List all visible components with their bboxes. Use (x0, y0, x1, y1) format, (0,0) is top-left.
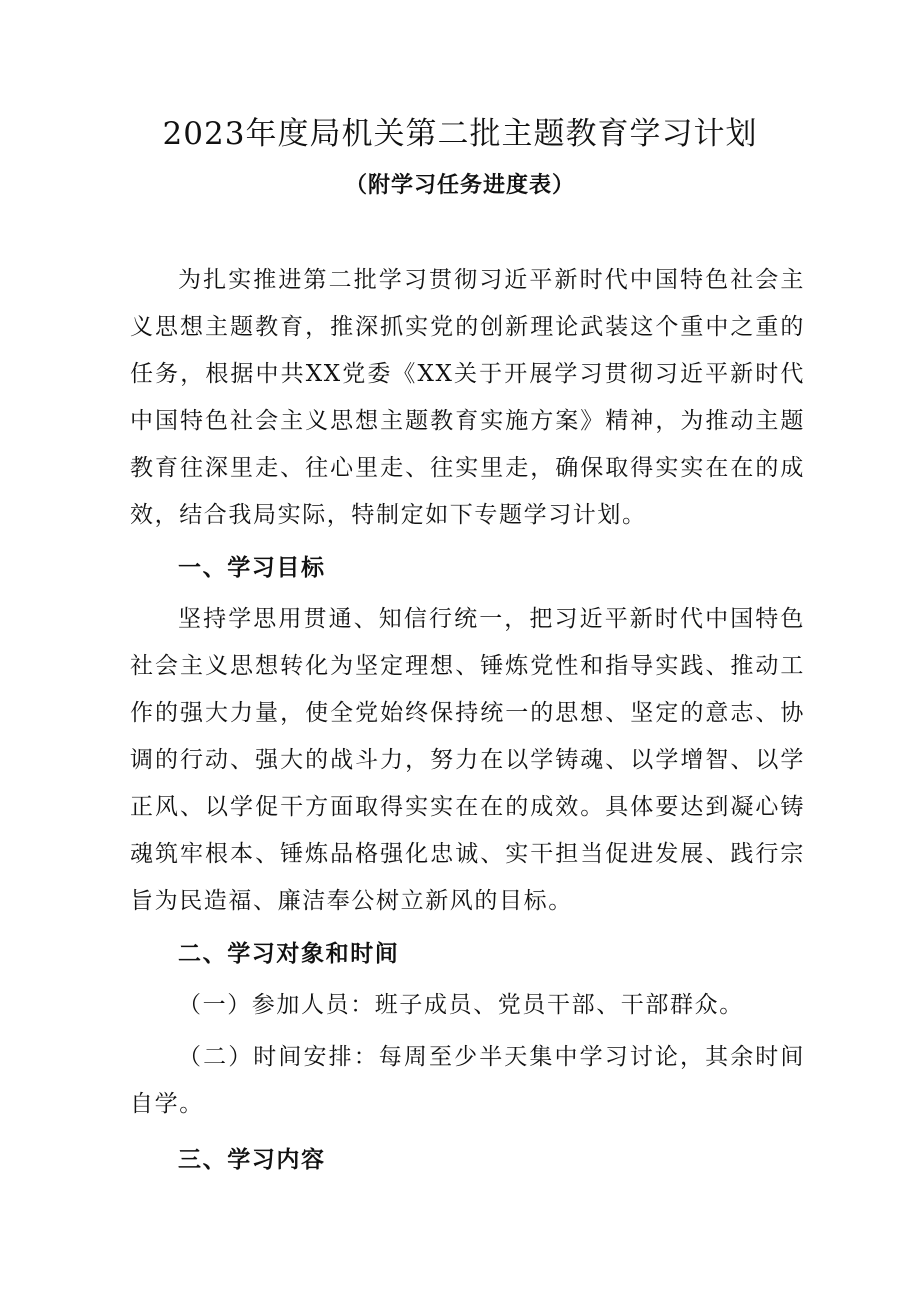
document-title: 2023年度局机关第二批主题教育学习计划 (162, 116, 758, 152)
document-subtitle: （附学习任务进度表） (344, 172, 575, 198)
participants-paragraph: （一）参加人员：班子成员、党员干部、干部群众。 (178, 992, 744, 1018)
intro-paragraph: 为扎实推进第二批学习贯彻习近平新时代中国特色社会主义思想主题教育，推深抓实党的创新理论武装这个重中之重的任务，根据中共XX党委《XX关于开展学习贯彻习近平新时代中国特色社会主义思想主题教育实施方案》精神，为推动主题教育往深里走、往心里走、往实里走，确保取得实实在在的成效，结合我局实际，特制定如下专题学习计划。 (130, 267, 805, 528)
document-body (130, 257, 805, 1183)
goals-paragraph: 坚持学思用贯通、知信行统一，把习近平新时代中国特色社会主义思想转化为坚定理想、锤炼党性和指导实践、推动工作的强大力量，使全党始终保持统一的思想、坚定的意志、协调的行动、强大的战斗力，努力在以学铸魂、以学增智、以学正风、以学促干方面取得实实在在的成效。具体要达到凝心铸魂筑牢根本、锤炼品格强化忠诚、实干担当促进发展、践行宗旨为民造福、廉洁奉公树立新风的目标。 (130, 606, 805, 914)
section-heading-content: 三、学习内容 (178, 1146, 326, 1173)
section-heading-audience-time: 二、学习对象和时间 (178, 940, 400, 967)
schedule-paragraph: （二）时间安排：每周至少半天集中学习讨论，其余时间自学。 (130, 1044, 805, 1117)
section-heading-goals: 一、学习目标 (178, 554, 326, 581)
